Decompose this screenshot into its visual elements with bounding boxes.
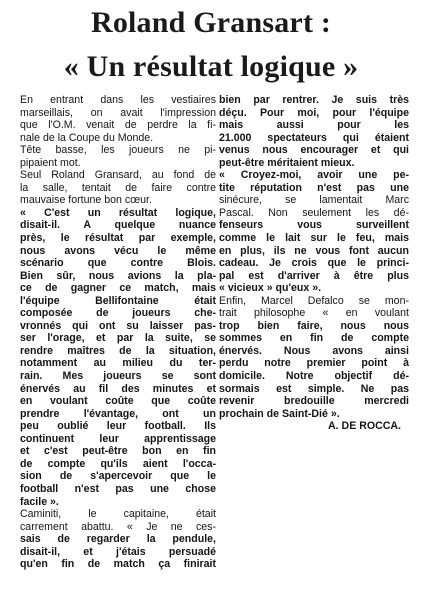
article-line: composée de joueurs che- [20,307,216,320]
article-line: sion de s'apercevoir que le [20,470,216,483]
article-line: Seul Roland Gransard, au fond de [20,169,216,182]
article-right-column [219,94,409,433]
article-line: peut-être méritaient mieux. [219,156,355,169]
article-line: carrement abattu. « Je ne ces- [20,520,216,533]
article-line: que l'O.M. venait de perdre la fi- [20,119,216,132]
article-line: la salle, tentait de faire contre [20,181,216,194]
article-line: fenseurs vous surveillent [219,219,409,232]
article-line: et c'est peut-être bon en fin [20,445,216,458]
article-line: football n'est pas une chose [20,482,216,495]
article-line: vronnés qui ont su laisser pas- [20,319,216,332]
article-line: sinécure, se lamentait Marc [219,194,409,207]
article-line: pal est d'arriver à être plus [219,269,409,282]
article-line: disait-il, et j'étais persuadé [20,545,216,558]
article-line: mais aussi pour les [219,119,409,132]
headline-line-2: « Un résultat logique » [63,50,359,83]
article-line: trait philosophe « en voulant [219,307,409,320]
article-line: En entrant dans les vestiaires [20,94,216,106]
article-line: l'équipe Bellifontaine était [20,294,216,307]
article-line: notamment au milieu du ter- [20,357,216,370]
headline-line-1: Roland Gransart : [90,6,332,39]
article-line: nale de la Coupe du Monde. [20,131,154,144]
article-line: Caminiti, le capitaine, était [20,508,216,521]
article-line: rain. Mes joueurs se sont [20,370,216,383]
article-line: rendre maîtres de la situation, [20,344,216,357]
article-line: énervés au fil des minutes et [20,382,216,395]
article-left-column [20,94,216,571]
article-line: près, le résultat par exemple, [20,232,216,245]
article-line: cadeau. Je crois que le princi- [219,257,409,270]
article-line: venus nous encourager et qui [219,144,409,157]
article-line: 21.000 spectateurs qui étaient [219,131,409,144]
article-line: peu oublié leur football. Ils [20,420,216,433]
article-line: ce de gagner ce match, mais [20,282,216,295]
article-line: disait-il. A quelque nuance [20,219,216,232]
article-line: « vicieux » qu'eux ». [219,282,322,295]
article-line: mauvaise fortune bon cœur. [20,194,152,207]
article-line: de compte qu'ils aient l'occa- [20,457,216,470]
article-line: prochain de Saint-Dié ». [219,407,340,420]
article-line: scénario que contre Blois. [20,257,216,270]
article-line: continuent leur apprentissage [20,432,216,445]
article-line: tite réputation n'est pas une [219,181,409,194]
article-line: revenir bredouille mercredi [219,395,409,408]
article-line: « C'est un résultat logique, [20,206,216,219]
article-line: en plus, ils ne vous font aucun [219,244,409,257]
article-line: pipaient mot. [20,156,81,169]
article-line: qu'en fin de match ça finirait [20,558,216,571]
article-line: ser l'orage, et par la suite, se [20,332,216,345]
article-line: sais de regarder la pendule, [20,533,216,546]
article-line: énervés. Nous avons ainsi [219,344,409,357]
article-line: déçu. Pour moi, pour l'équipe [219,106,409,119]
author-signature: A. DE ROCCA. [328,420,401,433]
article-line: comme le lait sur le feu, mais [219,232,409,245]
article-line: marseillais, on avait l'impression [20,106,216,119]
article-line: Bien sûr, nous avions la pla- [20,269,216,282]
article-line: prendre l'évantage, ont un [20,407,216,420]
article-line: domicile. Notre objectif dé- [219,370,409,383]
article-line: en voulant coûte que coûte [20,395,216,408]
article-line: sormais est simple. Ne pas [219,382,409,395]
article-line: nous avons vécu le même [20,244,216,257]
article-line: facile ». [20,495,59,508]
article-line: bien par rentrer. Je suis très [219,94,409,106]
article-line: Tête basse, les joueurs ne pi- [20,144,216,157]
article-line: perdu notre premier point à [219,357,409,370]
article-line: Pascal. Non seulement les dé- [219,206,409,219]
article-line: Enfin, Marcel Defalco se mon- [219,294,409,307]
article-line: trop bien faire, nous nous [219,319,409,332]
article-line: sommes en fin de compte [219,332,409,345]
article-line: « Croyez-moi, avoir une pe- [219,169,409,182]
